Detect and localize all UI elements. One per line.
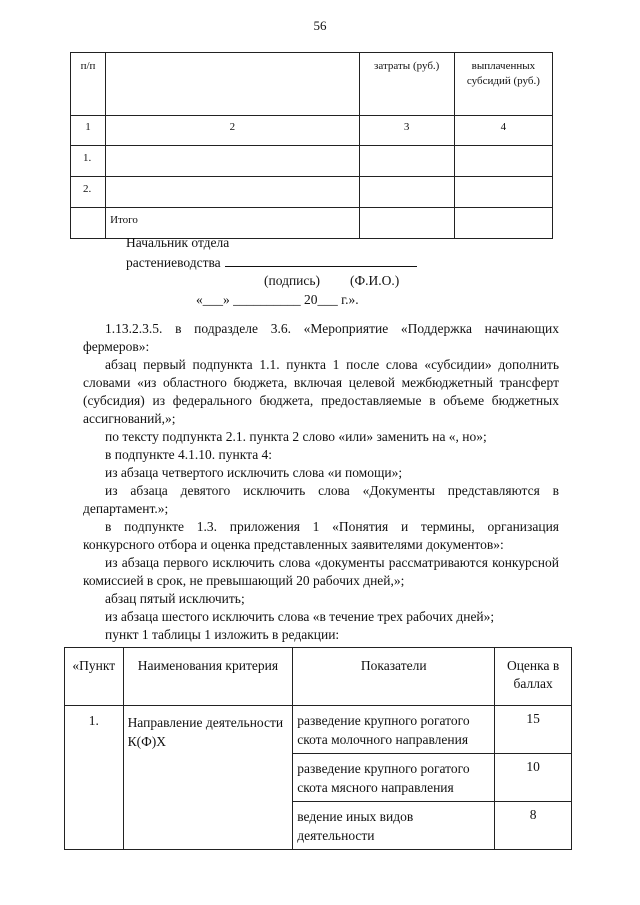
indicator-score: 8	[495, 802, 572, 850]
paragraph: 1.13.2.3.5. в подразделе 3.6. «Мероприятие «Поддержка начинающих фермеров»:	[83, 321, 559, 354]
paragraph: из абзаца шестого исключить слова «в течение трех рабочих дней»;	[105, 609, 495, 624]
expenses-table	[70, 52, 553, 239]
table-index-row	[71, 116, 553, 146]
row-number	[71, 208, 106, 239]
row-costs	[359, 177, 454, 208]
row-number: 1.	[71, 146, 106, 177]
paragraph: из абзаца четвертого исключить слова «и помощи»;	[105, 465, 403, 480]
table-header-row	[65, 648, 572, 706]
paragraph: абзац пятый исключить;	[105, 591, 245, 606]
header-score: Оценка в баллах	[495, 648, 572, 706]
header-name	[106, 53, 360, 116]
amendment-text	[83, 320, 559, 644]
indicator-text: разведение крупного рогатого скота мясного направления	[293, 754, 495, 802]
paragraph: абзац первый подпункта 1.1. пункта 1 после слова «субсидии» дополнить словами «из областного бюджета, включая целевой межбюджетный трансферт (субсидия) из федерального бюджета, предоставляемые в объеме бюджетных ассигнований,»;	[83, 357, 559, 426]
row-costs	[359, 146, 454, 177]
index-cell: 4	[454, 116, 552, 146]
fio-caption: (Ф.И.О.)	[350, 273, 400, 288]
header-costs: затраты (руб.)	[359, 53, 454, 116]
paragraph: из абзаца первого исключить слова «документы рассматриваются конкурсной комиссией в срок, не превышающий 20 рабочих дней,»;	[83, 555, 559, 588]
criterion-name: Направление деятельности К(Ф)Х	[123, 706, 293, 850]
row-subsidies	[454, 208, 552, 239]
index-cell: 2	[106, 116, 360, 146]
page-number: 56	[313, 18, 327, 33]
indicator-score: 10	[495, 754, 572, 802]
header-num: п/п	[71, 53, 106, 116]
date-line: «___» __________ 20___ г.».	[196, 292, 359, 307]
index-cell: 3	[359, 116, 454, 146]
header-criterion: Наименования критерия	[123, 648, 293, 706]
signature-title-line2: растениеводства	[126, 255, 221, 270]
row-name	[106, 177, 360, 208]
table-row	[65, 706, 572, 754]
paragraph: в подпункте 4.1.10. пункта 4:	[105, 447, 273, 462]
signature-title-line1: Начальник отдела	[126, 235, 230, 250]
index-cell: 1	[71, 116, 106, 146]
paragraph: из абзаца девятого исключить слова «Документы представляются в департамент.»;	[83, 483, 559, 516]
row-name	[106, 146, 360, 177]
total-label: Итого	[106, 208, 360, 239]
header-item: «Пункт	[65, 648, 124, 706]
paragraph: по тексту подпункта 2.1. пункта 2 слово «или» заменить на «, но»;	[105, 429, 487, 444]
row-subsidies	[454, 146, 552, 177]
row-number: 2.	[71, 177, 106, 208]
table-header-row	[71, 53, 553, 116]
indicator-score: 15	[495, 706, 572, 754]
paragraph: в подпункте 1.3. приложения 1 «Понятия и термины, организация конкурсного отбора и оценка представленных заявителями документов»:	[83, 519, 559, 552]
signature-block	[126, 233, 417, 307]
indicator-text: разведение крупного рогатого скота молочного направления	[293, 706, 495, 754]
table-row	[71, 146, 553, 177]
row-subsidies	[454, 177, 552, 208]
indicator-text: ведение иных видов деятельности	[293, 802, 495, 850]
paragraph: пункт 1 таблицы 1 изложить в редакции:	[105, 627, 340, 642]
signature-caption: (подпись)	[264, 273, 321, 288]
criteria-table	[64, 647, 572, 850]
table-row	[71, 177, 553, 208]
item-number: 1.	[65, 706, 124, 850]
header-subsidies: выплаченных субсидий (руб.)	[454, 53, 552, 116]
header-indicators: Показатели	[293, 648, 495, 706]
signature-line	[225, 252, 417, 267]
